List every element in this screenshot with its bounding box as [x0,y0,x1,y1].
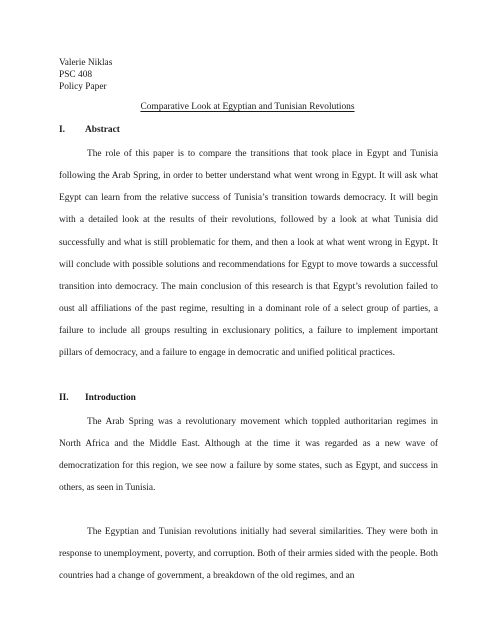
section-title: Introduction [85,393,136,403]
document-type: Policy Paper [59,82,107,92]
section-number: I. [59,125,65,135]
document-header [59,57,112,93]
author-name: Valerie Niklas [59,58,113,68]
paper-title-text: Comparative Look at Egyptian and Tunisian Revolutions [140,102,355,112]
section-heading-abstract [59,125,120,135]
course-code: PSC 408 [59,70,93,80]
section-number: II. [59,393,69,403]
introduction-paragraph-1: The Arab Spring was a revolutionary movement which toppled authoritarian regimes in North Africa and the Middle East. Although at the time it was regarded as a new wave of democratization for this region, we see now a failure by some states, such as Egypt, and success in others, as seen in Tunisia. [59,417,438,494]
paper-title [0,102,495,112]
introduction-paragraph-2: The Egyptian and Tunisian revolutions initially had several similarities. They were both in response to unemployment, poverty, and corruption. Both of their armies sided with the people. Both countries had a change of government, a breakdown of the old regimes, and an [59,527,438,582]
abstract-paragraph: The role of this paper is to compare the transitions that took place in Egypt and Tunisia following the Arab Spring, in order to better understand what went wrong in Egypt. It will ask what Egypt can learn from the relative success of Tunisia’s transition towards democracy. It will begin with a detailed look at the results of their revolutions, followed by a look at what Tunisia did successfully and what is still problematic for them, and then a look at what went wrong in Egypt. It will conclude with possible solutions and recommendations for Egypt to move towards a successful transition into democracy. The main conclusion of this research is that Egypt’s revolution failed to oust all affiliations of the past regime, resulting in a dominant role of a select group of parties, a failure to include all groups resulting in exclusionary politics, a failure to implement important pillars of democracy, and a failure to engage in democratic and unified political practices. [59,149,438,359]
section-heading-introduction [59,393,136,403]
section-title: Abstract [85,125,120,135]
